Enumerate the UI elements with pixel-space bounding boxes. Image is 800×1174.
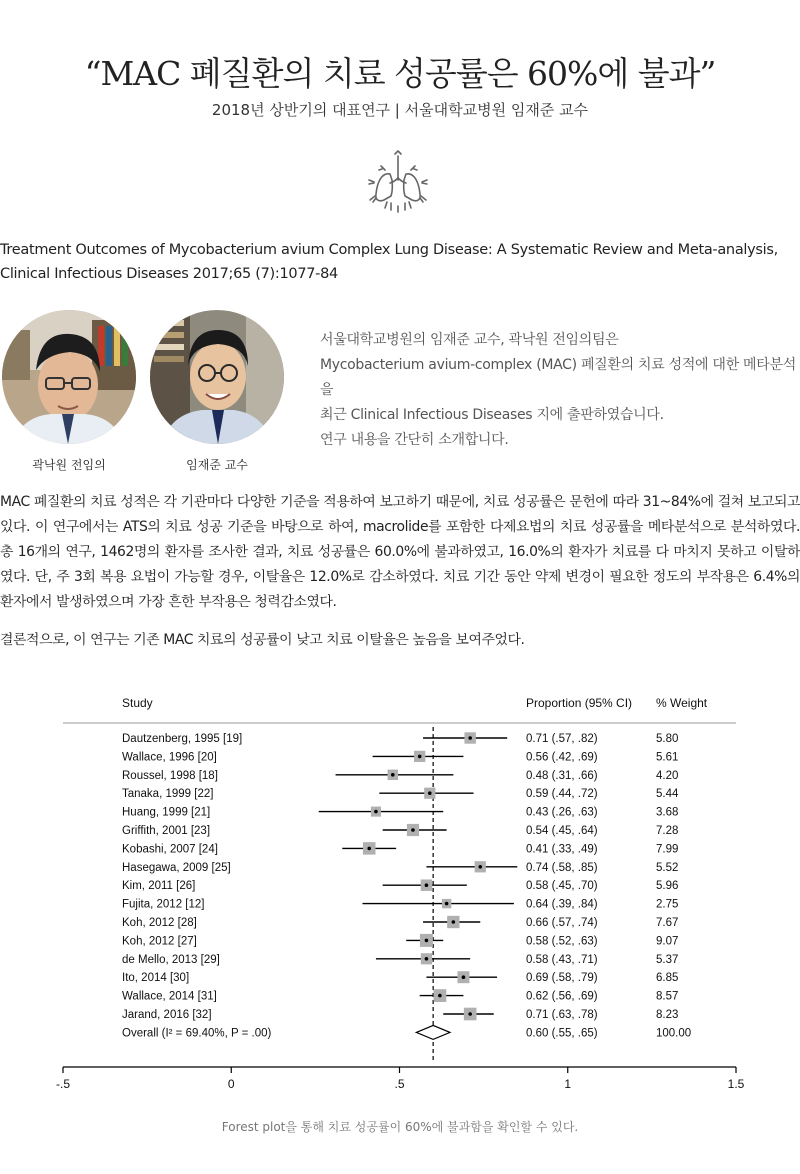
body-paragraph: MAC 폐질환의 치료 성적은 각 기관마다 다양한 기준을 적용하여 보고하기 때문에, 치료 성공률은 문헌에 따라 31~84%에 걸쳐 보고되고 있다. 이 연구에서는 ATS의 치료 성공 기준을 바탕으로 하여, macrolide를 포함한 다제요법의 치료 성공률을 메타분석으로 분석하였다. 총 16개의 연구, 1462명의 환자를 조사한 결과, 치료 성공률은 60.0%에 불과하였고, 16.0%의 환자가 치료를 다 마치지 못하고 이탈하였다. 단, 주 3회 복용 요법이 가능할 경우, 이탈율은 12.0%로 감소하였다. 치료 기간 동안 약제 변경이 필요한 정도의 부작용은 6.4%의 환자에서 발생하였으며 가장 흔한 부작용은 청력감소였다. — [0, 494, 800, 610]
point-estimate — [445, 902, 449, 906]
x-axis-tick-label: .5 — [394, 1077, 405, 1091]
study-label: Koh, 2012 [28] — [122, 917, 197, 929]
study-label: Hasegawa, 2009 [25] — [122, 861, 231, 874]
portrait-caption: 임재준 교수 — [186, 458, 248, 472]
weight-value: 5.96 — [656, 880, 679, 893]
point-estimate — [425, 957, 429, 961]
point-estimate — [428, 791, 432, 795]
ci-value: 0.66 (.57, .74) — [526, 917, 598, 929]
weight-value: 5.44 — [656, 788, 679, 801]
column-header-study: Study — [122, 696, 153, 710]
x-axis-tick-label: 1 — [564, 1077, 572, 1091]
study-label: Griffith, 2001 [23] — [122, 825, 211, 837]
study-label: Huang, 1999 [21] — [122, 806, 211, 819]
ci-value: 0.74 (.58, .85) — [526, 861, 598, 874]
figure-caption: Forest plot을 통해 치료 성공률이 60%에 불과함을 확인할 수 있다. — [221, 1120, 579, 1134]
weight-value: 7.28 — [656, 825, 679, 837]
x-axis-tick-label: 0 — [227, 1077, 235, 1091]
study-label: Kobashi, 2007 [24] — [122, 843, 218, 856]
weight-value: 5.61 — [656, 751, 679, 764]
weight-value: 3.68 — [656, 806, 679, 819]
ci-value: 0.58 (.43, .71) — [526, 953, 598, 966]
point-estimate — [462, 975, 466, 979]
overall-weight-value: 100.00 — [656, 1027, 692, 1040]
point-estimate — [367, 847, 371, 851]
ci-value: 0.56 (.42, .69) — [526, 751, 598, 764]
ci-value: 0.54 (.45, .64) — [526, 825, 598, 837]
ci-value: 0.62 (.56, .69) — [526, 990, 598, 1003]
ci-value: 0.64 (.39, .84) — [526, 898, 598, 911]
ci-value: 0.58 (.45, .70) — [526, 880, 598, 893]
column-header-weight: % Weight — [656, 696, 708, 710]
ci-value: 0.48 (.31, .66) — [526, 769, 598, 782]
weight-value: 2.75 — [656, 898, 679, 911]
weight-value: 7.99 — [656, 843, 679, 856]
point-estimate — [391, 773, 395, 777]
portrait-photo-kwak — [2, 310, 136, 444]
weight-value: 9.07 — [656, 935, 679, 948]
point-estimate — [425, 939, 429, 943]
weight-value: 8.57 — [656, 990, 679, 1003]
weight-value: 5.80 — [656, 733, 679, 745]
x-axis-tick-label: -.5 — [55, 1077, 71, 1091]
study-label: Roussel, 1998 [18] — [122, 769, 218, 782]
intro-line: 연구 내용을 간단히 소개합니다. — [320, 432, 509, 448]
point-estimate — [452, 920, 456, 924]
weight-value: 6.85 — [656, 972, 679, 985]
lungs-icon — [361, 150, 435, 214]
page-title: “MAC 폐질환의 치료 성공률은 60%에 불과” — [84, 54, 716, 93]
ci-value: 0.71 (.57, .82) — [526, 733, 598, 745]
study-label: Kim, 2011 [26] — [122, 880, 196, 893]
point-estimate — [418, 755, 422, 759]
study-label: Tanaka, 1999 [22] — [122, 788, 214, 801]
study-label: Fujita, 2012 [12] — [122, 898, 205, 911]
ci-value: 0.71 (.63, .78) — [526, 1009, 598, 1021]
portrait-photo-lim — [150, 310, 284, 444]
weight-value: 5.37 — [656, 953, 679, 966]
weight-value: 7.67 — [656, 917, 679, 929]
x-axis-tick-label: 1.5 — [727, 1077, 745, 1091]
ci-value: 0.43 (.26, .63) — [526, 806, 598, 819]
study-label: Koh, 2012 [27] — [122, 935, 197, 948]
point-estimate — [468, 736, 472, 740]
point-estimate — [411, 828, 415, 832]
ci-value: 0.58 (.52, .63) — [526, 935, 598, 948]
weight-value: 8.23 — [656, 1009, 679, 1021]
forest-plot — [0, 685, 800, 1105]
study-label: de Mello, 2013 [29] — [122, 953, 220, 966]
weight-value: 4.20 — [656, 769, 679, 782]
point-estimate — [425, 883, 429, 887]
study-label: Dautzenberg, 1995 [19] — [122, 733, 243, 745]
ci-value: 0.59 (.44, .72) — [526, 788, 598, 801]
study-label: Wallace, 1996 [20] — [122, 751, 217, 764]
weight-value: 5.52 — [656, 861, 679, 874]
point-estimate — [374, 810, 378, 814]
point-estimate — [438, 994, 442, 998]
reference-citation: Treatment Outcomes of Mycobacterium avium Complex Lung Disease: A Systematic Review and Meta-analysis, Clinical Infectious Diseases 2017;65 (7):1077-84 — [0, 242, 778, 282]
ci-value: 0.69 (.58, .79) — [526, 972, 598, 985]
point-estimate — [478, 865, 482, 869]
study-label: Ito, 2014 [30] — [122, 972, 190, 985]
intro-line: Mycobacterium avium-complex (MAC) 폐질환의 치료 성적에 대한 메타분석을 — [320, 357, 796, 398]
page-subtitle: 2018년 상반기의 대표연구 | 서울대학교병원 임재준 교수 — [211, 101, 589, 119]
ci-value: 0.41 (.33, .49) — [526, 843, 598, 856]
intro-line: 서울대학교병원의 임재준 교수, 곽낙원 전임의팀은 — [320, 332, 619, 348]
study-label: Wallace, 2014 [31] — [122, 990, 217, 1003]
conclusion-paragraph: 결론적으로, 이 연구는 기존 MAC 치료의 성공률이 낮고 치료 이탈율은 높음을 보여주었다. — [0, 632, 525, 648]
overall-label: Overall (I² = 69.40%, P = .00) — [122, 1027, 272, 1040]
study-label: Jarand, 2016 [32] — [122, 1009, 212, 1021]
overall-diamond — [416, 1025, 450, 1039]
column-header-ci: Proportion (95% CI) — [526, 696, 633, 710]
point-estimate — [468, 1012, 472, 1016]
portrait-caption: 곽낙원 전임의 — [32, 458, 106, 472]
intro-text — [320, 328, 800, 453]
intro-line: 최근 Clinical Infectious Diseases 지에 출판하였습니다. — [320, 407, 664, 423]
overall-ci-value: 0.60 (.55, .65) — [526, 1027, 598, 1040]
